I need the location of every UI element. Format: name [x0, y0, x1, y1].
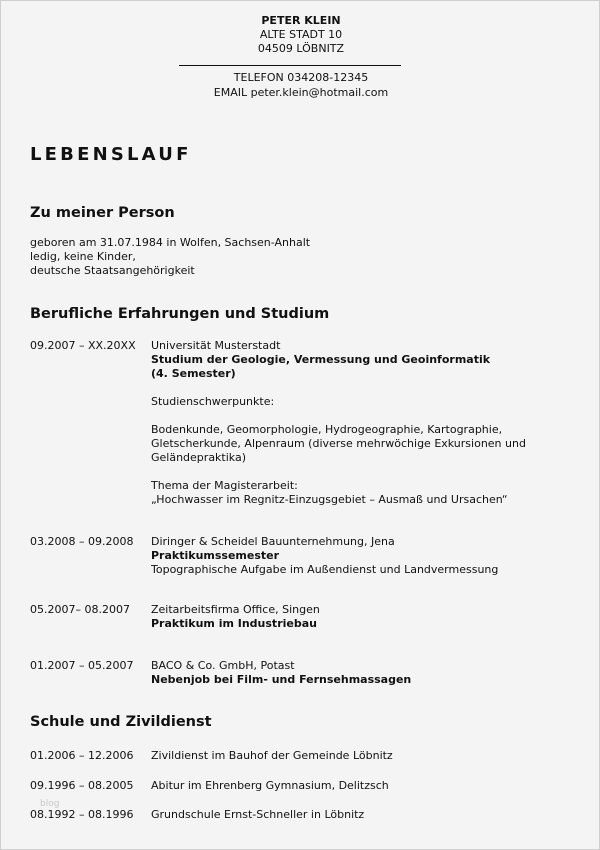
thesis-text: „Hochwasser im Regnitz-Einzugsgebiet – Ausmaß und Ursachen“ — [151, 493, 508, 506]
email: EMAIL peter.klein@hotmail.com — [213, 86, 389, 99]
entry-org: Zeitarbeitsfirma Office, Singen — [151, 603, 320, 616]
entry-desc: Topographische Aufgabe im Außendienst und Landvermessung — [151, 563, 499, 576]
applicant-name: PETER KLEIN — [261, 14, 341, 27]
entry-org: Diringer & Scheidel Bauunternehmung, Jena — [151, 535, 395, 548]
entry-date: 03.2008 – 09.2008 — [30, 535, 134, 548]
entry-date: 05.2007– 08.2007 — [30, 603, 130, 616]
entry-role: Studium der Geologie, Vermessung und Geoinformatik — [151, 353, 491, 366]
person-info — [30, 236, 310, 278]
street: ALTE STADT 10 — [259, 28, 343, 41]
entry-org: Universität Musterstadt — [151, 339, 281, 352]
thesis-label: Thema der Magisterarbeit: — [151, 479, 298, 492]
focus-text: Bodenkunde, Geomorphologie, Hydrogeographie, Kartographie, Gletscherkunde, Alpenraum (diverse mehrwöchige Exkursionen und Geländepraktika) — [151, 423, 526, 464]
nationality: deutsche Staatsangehörigkeit — [30, 264, 195, 277]
section-heading-work: Berufliche Erfahrungen und Studium — [30, 306, 330, 322]
birth-info: geboren am 31.07.1984 in Wolfen, Sachsen-Anhalt — [30, 236, 311, 249]
entry-text: Grundschule Ernst-Schneller in Löbnitz — [151, 808, 365, 821]
entry-role-detail: (4. Semester) — [151, 367, 236, 380]
watermark: blog — [40, 799, 60, 809]
entry-date: 01.2006 – 12.2006 — [30, 749, 134, 762]
entry-text: Abitur im Ehrenberg Gymnasium, Delitzsch — [151, 779, 389, 792]
entry-text: Zivildienst im Bauhof der Gemeinde Löbnitz — [151, 749, 393, 762]
city: 04509 LÖBNITZ — [257, 42, 345, 55]
entry-date: 08.1992 – 08.1996 — [30, 808, 134, 821]
family-status: ledig, keine Kinder, — [30, 250, 136, 263]
section-heading-school: Schule und Zivildienst — [30, 714, 212, 730]
entry-role: Nebenjob bei Film- und Fernsehmassagen — [151, 673, 412, 686]
entry-role: Praktikumssemester — [151, 549, 280, 562]
section-heading-person: Zu meiner Person — [30, 205, 175, 221]
page-title: LEBENSLAUF — [30, 144, 192, 165]
focus-label: Studienschwerpunkte: — [151, 395, 275, 408]
entry-date: 09.2007 – XX.20XX — [30, 339, 136, 352]
entry-org: BACO & Co. GmbH, Potast — [151, 659, 295, 672]
header-divider — [179, 65, 401, 66]
phone: TELEFON 034208-12345 — [233, 71, 369, 84]
entry-role: Praktikum im Industriebau — [151, 617, 317, 630]
entry-date: 01.2007 – 05.2007 — [30, 659, 134, 672]
entry-date: 09.1996 – 08.2005 — [30, 779, 134, 792]
